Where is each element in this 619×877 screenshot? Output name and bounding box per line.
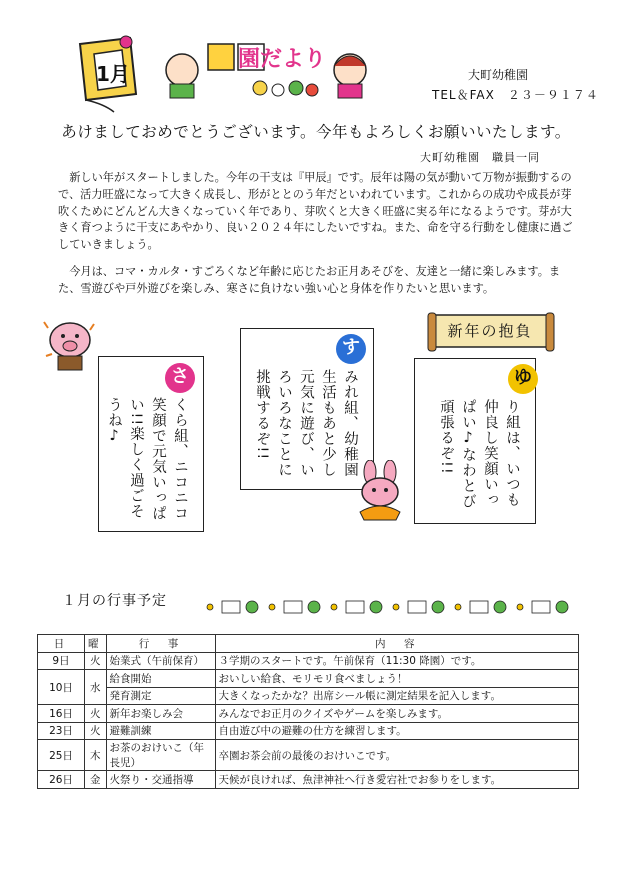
row-event: 始業式（午前保育） (106, 652, 215, 670)
row-detail: 自由遊び中の避難の仕方を練習します。 (215, 722, 579, 740)
table-row (38, 722, 579, 740)
row-day: 9日 (38, 652, 85, 670)
table-row (38, 652, 579, 670)
table-row (38, 670, 579, 688)
row-detail: ３学期のスタートです。午前保育（11:30 降園）です。 (215, 652, 579, 670)
banner-title: 園だより (238, 47, 327, 72)
row-event: 給食開始 (106, 670, 215, 688)
row-day: 10日 (38, 670, 85, 705)
row-weekday: 木 (85, 740, 107, 771)
row-weekday: 火 (85, 722, 107, 740)
table-row (38, 771, 579, 789)
schedule-title: １月の行事予定 (62, 593, 167, 609)
table-row (38, 705, 579, 723)
header-detail: 内 容 (215, 635, 579, 653)
header-event: 行 事 (106, 635, 215, 653)
staff-signature: 大町幼稚園 職員一同 (420, 151, 540, 164)
yuri-message: り組は、いつも仲良し笑顔いっぱい♪なわとび頑張るぞ!! (438, 399, 520, 509)
header-weekday: 曜 (85, 635, 107, 653)
schedule-table (37, 634, 579, 789)
row-weekday: 火 (85, 705, 107, 723)
row-event: 避難訓練 (106, 722, 215, 740)
row-weekday: 水 (85, 670, 107, 705)
monthly-paragraph: 今月は、コマ・カルタ・すごろくなど年齢に応じたお正月あそびを、友達と一緒に楽しみます。また、雪遊びや戸外遊びを楽しみ、寒さに負けない強い心と身体を作りたいと思います。 (58, 265, 561, 295)
row-detail: 天候が良ければ、魚津神社へ行き愛宕社でお参りをします。 (215, 771, 579, 789)
month-badge: 1月 (96, 62, 130, 86)
row-event: 新年お楽しみ会 (106, 705, 215, 723)
table-row (38, 740, 579, 771)
row-event: お茶のおけいこ（年長児） (106, 740, 215, 771)
school-name: 大町幼稚園 (468, 68, 529, 82)
row-detail: みんなでお正月のクイズやゲームを楽しみます。 (215, 705, 579, 723)
rabbit-illustration (350, 460, 410, 522)
row-detail: 卒園お茶会前の最後のおけいこです。 (215, 740, 579, 771)
row-event: 発育測定 (106, 687, 215, 705)
sakura-message: くら組、ニコニコ笑顔で元気いっぱい!!楽しく過ごそうね♪ (106, 397, 188, 521)
table-header-row (38, 635, 579, 653)
row-detail: おいしい給食、モリモリ食べましょう！ (215, 670, 579, 688)
row-weekday: 金 (85, 771, 107, 789)
header-day: 日 (38, 635, 85, 653)
row-weekday: 火 (85, 652, 107, 670)
row-event: 火祭り・交通指導 (106, 771, 215, 789)
row-detail: 大きくなったかな？出席シール帳に測定結果を記入します。 (215, 687, 579, 705)
sakura-initial-badge: さ (165, 363, 195, 393)
sumire-message: みれ組、幼稚園生活もあと少し元気に遊び、いろいろなことに挑戦するぞ!! (254, 369, 358, 478)
sumire-initial-badge: す (336, 334, 366, 364)
row-day: 26日 (38, 771, 85, 789)
greeting-heading: あけましておめでとうございます。今年もよろしくお願いいたします。 (61, 123, 571, 141)
row-day: 25日 (38, 740, 85, 771)
yuri-initial-badge: ゆ (508, 364, 538, 394)
table-row (38, 687, 579, 705)
decoration-row-icon (202, 597, 572, 617)
tel-fax: TEL＆FAX ２３－９１７４ (432, 88, 599, 102)
resolutions-title: 新年の抱負 (447, 322, 533, 340)
row-day: 16日 (38, 705, 85, 723)
row-day: 23日 (38, 722, 85, 740)
pig-illustration (40, 316, 100, 372)
intro-paragraph: 新しい年がスタートしました。今年の干支は『甲辰』です。辰年は陽の気が動いて万物が振動するので、活力旺盛になって大きく成長し、形がととのう年だといわれています。これからの成功や成長が芽吹くためにどんどん大きくなっていく年であり、芽吹くと大きく旺盛に実る年になるようです。芽が大きく育つように干支にあやかり、良い２０２４年にしたいですね。また、命を守る行動をし健康に過ごしていきましょう。 (58, 171, 573, 252)
